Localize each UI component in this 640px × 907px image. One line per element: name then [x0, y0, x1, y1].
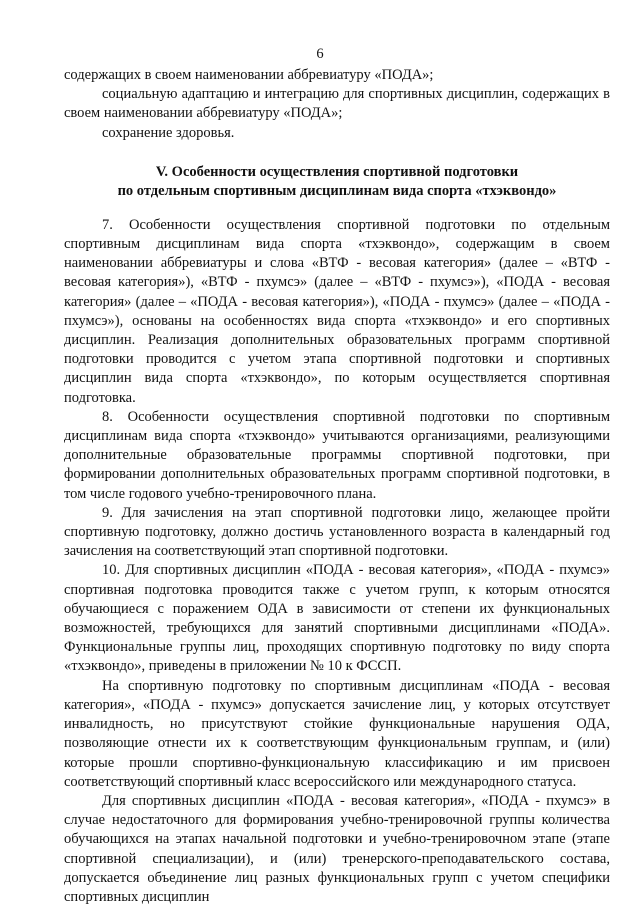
paragraph: сохранение здоровья.: [102, 124, 235, 141]
paragraph-10: 10. Для спортивных дисциплин «ПОДА - весовая категория», «ПОДА - пхумсэ» спортивная подготовка проводится также с учетом групп, к которым относятся обучающиеся с поражением ОДА в зависимости от степени их функциональных возможностей, требующихся для занятий спортивными дисциплинами «ПОДА». Функциональные группы лиц, проходящих спортивную подготовку по виду спорта «тхэквондо», приведены в приложении № 10 к ФССП.: [64, 562, 610, 675]
paragraph: На спортивную подготовку по спортивным дисциплинам «ПОДА - весовая категория», «ПОДА - пхумсэ» допускается зачисление лиц, у которых отсутствует инвалидность, но присутствуют стойкие функциональные нарушения ОДА, позволяющие отнести их к соответствующим функциональным группам, и (или) которые прошли спортивно-функциональную классификацию и им присвоен соответствующий спортивный класс всероссийского или международного статуса.: [64, 677, 610, 790]
section-heading: [64, 163, 610, 201]
document-body: [64, 66, 610, 907]
page-number: 6: [316, 46, 324, 62]
section-heading-line: V. Особенности осуществления спортивной подготовки: [155, 163, 519, 180]
paragraph-7: 7. Особенности осуществления спортивной подготовки по отдельным спортивным дисциплинам вида спорта «тхэквондо», содержащим в своем наименовании аббревиатуры и слова «ВТФ - весовая категория» (далее – «ВТФ - весовая категория»), «ВТФ - пхумсэ» (далее – «ВТФ - пхумсэ»), «ПОДА - весовая категория» (далее – «ПОДА - весовая категория»), «ПОДА - пхумсэ» (далее – «ПОДА - пхумсэ»), основаны на особенностях вида спорта «тхэквондо» и его спортивных дисциплин. Реализация дополнительных образовательных программ спортивной подготовки проводится с учетом этапа спортивной подготовки и спортивных дисциплин вида спорта «тхэквондо», по которым осуществляется спортивная подготовка.: [64, 216, 610, 406]
paragraph: Для спортивных дисциплин «ПОДА - весовая категория», «ПОДА - пхумсэ» в случае недостаточного для формирования учебно-тренировочной группы количества обучающихся на этапах начальной подготовки и учебно-тренировочном этапе (этапе спортивной специализации), и (или) тренерского-преподавательского состава, допускается объединение лиц разных функциональных групп с учетом специфики спортивных дисциплин: [64, 792, 610, 905]
paragraph: содержащих в своем наименовании аббревиатуру «ПОДА»;: [64, 67, 434, 83]
paragraph-8: 8. Особенности осуществления спортивной подготовки по спортивным дисциплинам вида спорта «тхэквондо» учитываются организациями, реализующими дополнительные образовательные программы спортивной подготовки, при формировании дополнительных образовательных программ спортивной подготовки, в том числе годового учебно-тренировочного плана.: [64, 408, 610, 502]
section-heading-line: по отдельным спортивным дисциплинам вида спорта «тхэквондо»: [117, 182, 557, 199]
paragraph-9: 9. Для зачисления на этап спортивной подготовки лицо, желающее пройти спортивную подготовку, должно достичь установленного возраста в календарный год зачисления на соответствующий этап спортивной подготовки.: [64, 504, 610, 560]
paragraph: социальную адаптацию и интеграцию для спортивных дисциплин, содержащих в своем наименовании аббревиатуру «ПОДА»;: [64, 86, 610, 122]
